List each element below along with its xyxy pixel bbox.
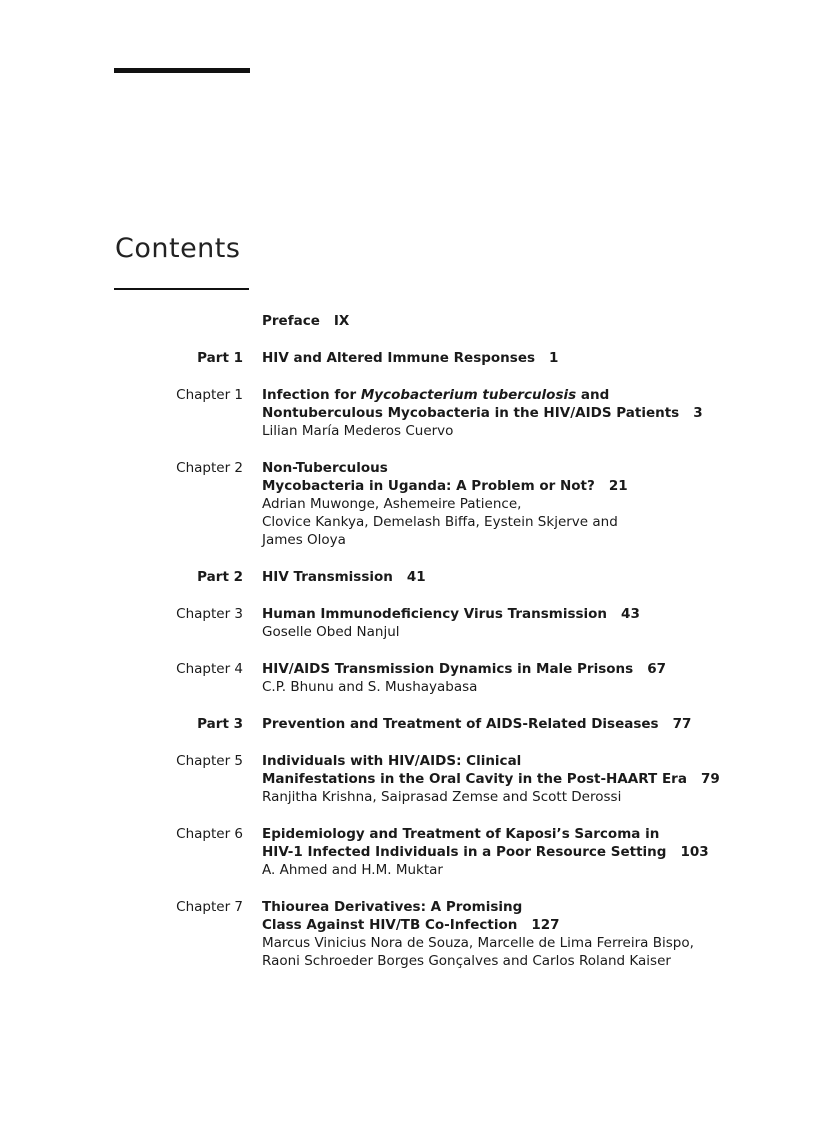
chapter-authors: A. Ahmed and H.M. Muktar: [262, 862, 443, 878]
title-text: Infection for Mycobacterium tuberculosis and: [262, 387, 610, 403]
page-number: 127: [531, 917, 560, 933]
chapter-authors: Adrian Muwonge, Ashemeire Patience, Clovice Kankya, Demelash Biffa, Eystein Skjerve and James Oloya: [262, 496, 618, 548]
toc-entry-chapter-4[interactable]: [0, 660, 816, 696]
chapter-label: Chapter 7: [176, 899, 243, 915]
entry-title-line: Nontuberculous Mycobacteria in the HIV/AIDS Patients 3: [262, 405, 703, 421]
chapter-label: Chapter 4: [176, 661, 243, 677]
chapter-label: Chapter 1: [176, 387, 243, 403]
entry-title-line: [262, 386, 722, 404]
toc-entry-preface[interactable]: [0, 312, 816, 330]
page-number: IX: [333, 313, 350, 329]
toc-entry-chapter-2[interactable]: [0, 459, 816, 549]
chapter-label: Chapter 3: [176, 606, 243, 622]
part-label: Part 2: [197, 569, 243, 585]
entry-title-line: HIV/AIDS Transmission Dynamics in Male Prisons 67: [262, 661, 666, 677]
page-number: 43: [621, 606, 640, 622]
chapter-label: Chapter 2: [176, 460, 243, 476]
entry-title-line: Epidemiology and Treatment of Kaposi’s Sarcoma in: [262, 826, 660, 842]
toc-entry-chapter-7[interactable]: [0, 898, 816, 970]
toc-entry-part-3[interactable]: [0, 715, 816, 733]
entry-title-line: Individuals with HIV/AIDS: Clinical: [262, 753, 522, 769]
page-number: 21: [608, 478, 628, 494]
entry-title-line: Mycobacteria in Uganda: A Problem or Not? 21: [262, 478, 628, 494]
chapter-authors: Goselle Obed Nanjul: [262, 624, 400, 640]
page-number: 67: [647, 661, 666, 677]
entry-title-line: Class Against HIV/TB Co-Infection 127: [262, 917, 560, 933]
toc-entry-chapter-6[interactable]: [0, 825, 816, 879]
page-number: 41: [406, 569, 426, 585]
entry-title-line: Human Immunodeficiency Virus Transmission 43: [262, 606, 640, 622]
entry-title: Preface IX: [262, 313, 350, 329]
page-number: 3: [693, 405, 703, 421]
entry-title-line: HIV-1 Infected Individuals in a Poor Resource Setting 103: [262, 844, 709, 860]
toc-entry-chapter-3[interactable]: [0, 605, 816, 641]
part-label: Part 3: [197, 716, 243, 732]
page-number: 1: [549, 350, 559, 366]
entry-title-line: Thiourea Derivatives: A Promising: [262, 899, 523, 915]
species-name-italic: Mycobacterium tuberculosis: [360, 387, 577, 403]
toc-entry-part-2[interactable]: [0, 568, 816, 586]
entry-title-line: Non-Tuberculous: [262, 460, 388, 476]
chapter-authors: Lilian María Mederos Cuervo: [262, 423, 454, 439]
toc-entry-chapter-1[interactable]: [0, 386, 816, 440]
chapter-authors: Ranjitha Krishna, Saiprasad Zemse and Scott Derossi: [262, 789, 622, 805]
entry-title: HIV and Altered Immune Responses 1: [262, 350, 559, 366]
chapter-label: Chapter 5: [176, 753, 243, 769]
page-number: 79: [700, 771, 720, 787]
part-label: Part 1: [197, 350, 243, 366]
toc-entry-part-1[interactable]: [0, 349, 816, 367]
page-number: 103: [680, 844, 709, 860]
top-decorative-rule: [114, 68, 250, 73]
chapter-authors: C.P. Bhunu and S. Mushayabasa: [262, 679, 478, 695]
page-number: 77: [672, 716, 692, 732]
title-underline-rule: [114, 288, 249, 290]
page-title: Contents: [115, 233, 241, 264]
chapter-label: Chapter 6: [176, 826, 243, 842]
table-of-contents: [0, 312, 816, 970]
entry-title-line: Manifestations in the Oral Cavity in the Post-HAART Era 79: [262, 771, 720, 787]
entry-title: HIV Transmission 41: [262, 569, 426, 585]
toc-entry-chapter-5[interactable]: [0, 752, 816, 806]
chapter-authors: Marcus Vinicius Nora de Souza, Marcelle de Lima Ferreira Bispo, Raoni Schroeder Borges Gonçalves and Carlos Roland Kaiser: [262, 935, 694, 969]
entry-title: Prevention and Treatment of AIDS-Related Diseases 77: [262, 716, 692, 732]
